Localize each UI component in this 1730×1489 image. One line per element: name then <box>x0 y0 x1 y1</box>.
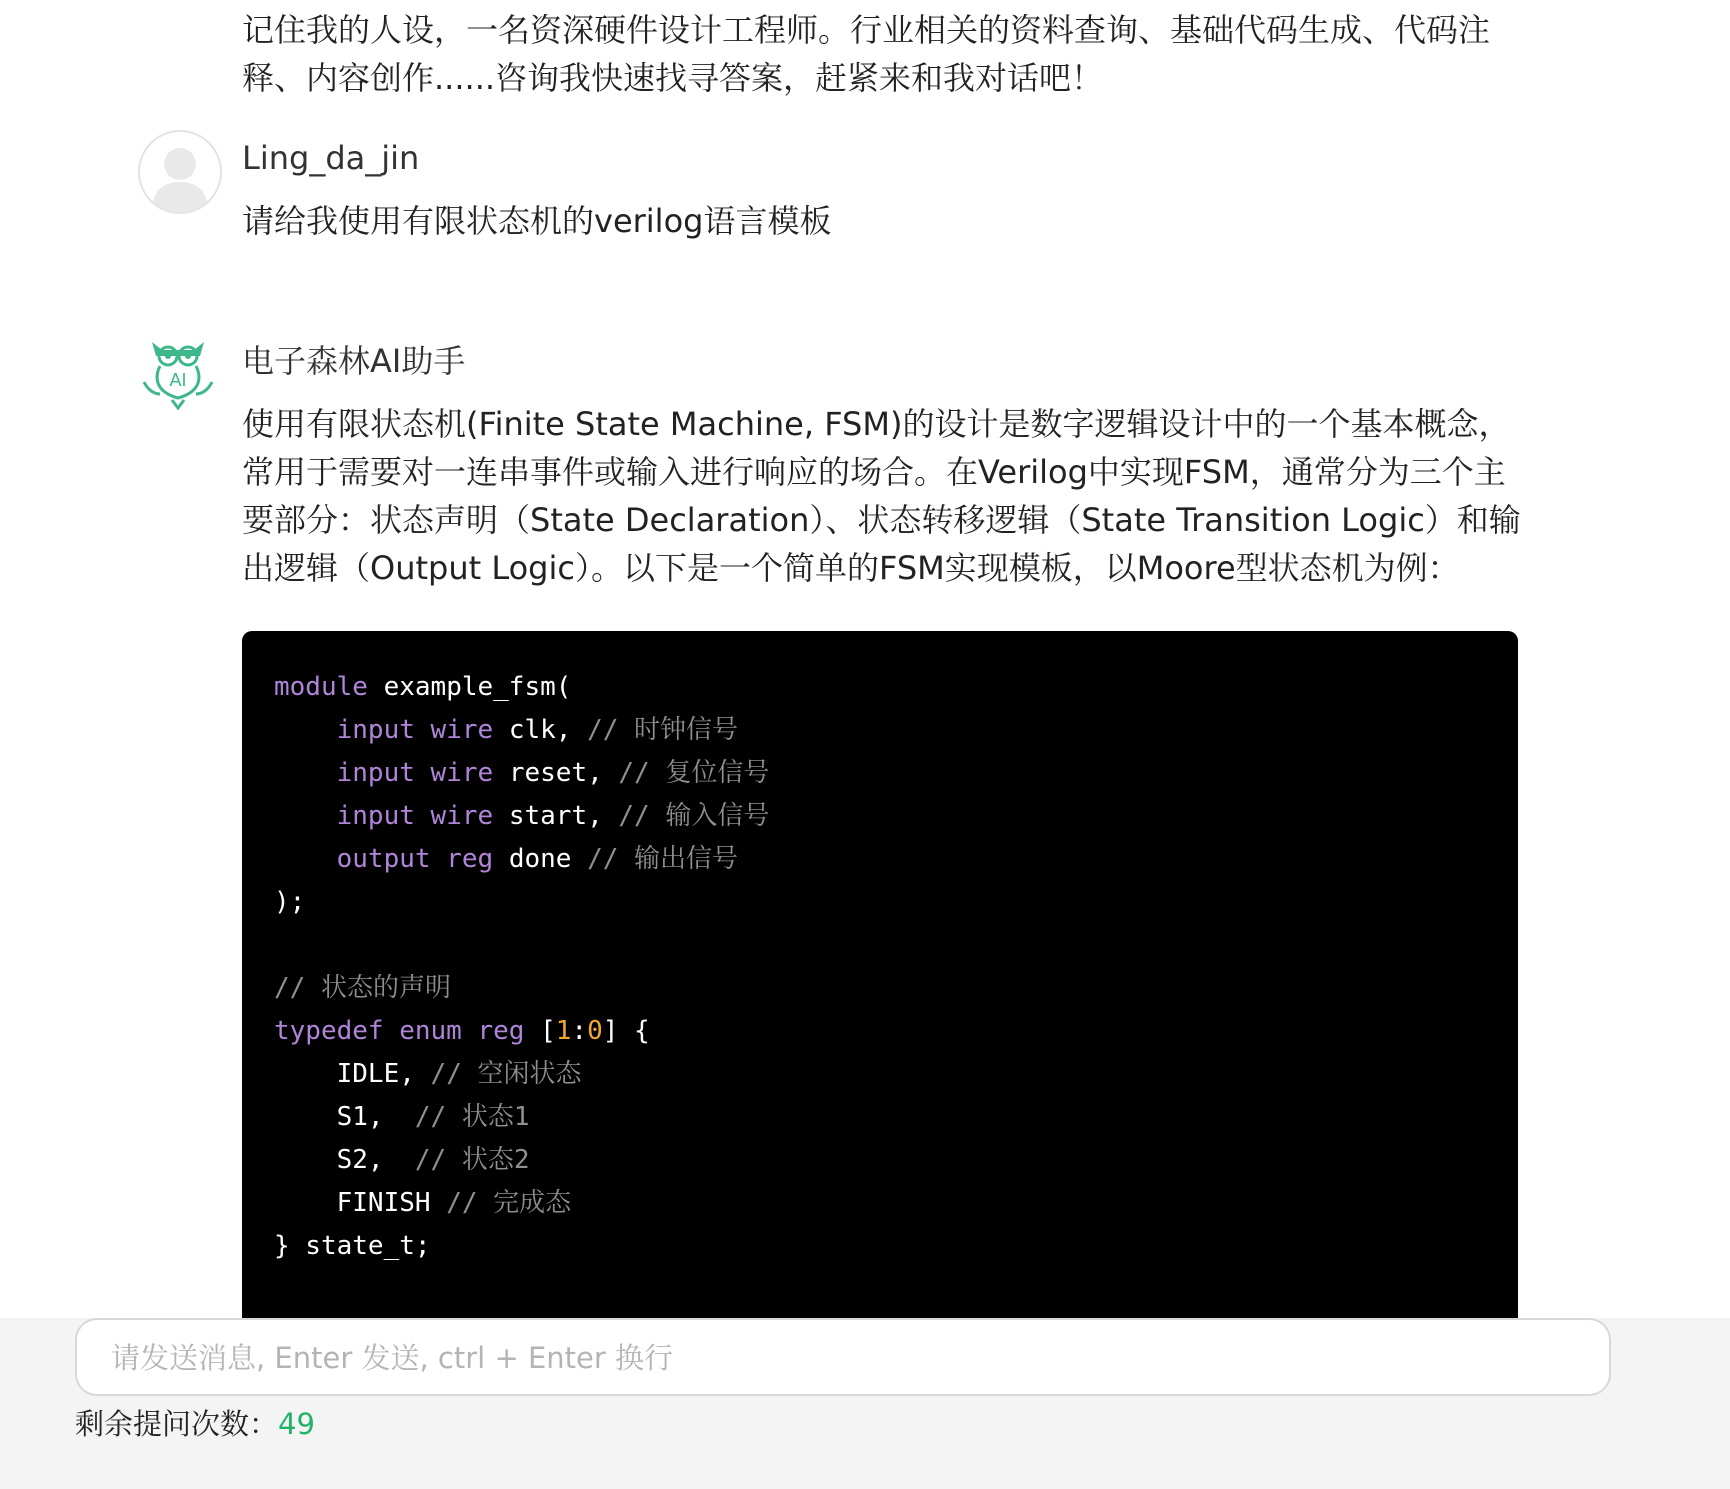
code-token: } state_t; <box>274 1231 431 1261</box>
bot-avatar <box>138 330 218 410</box>
bot-name: 电子森林AI助手 <box>242 342 466 380</box>
remaining-questions <box>75 1402 315 1446</box>
code-token <box>274 758 337 788</box>
message-input-box[interactable] <box>75 1318 1611 1396</box>
code-token: // 状态2 <box>414 1145 530 1175</box>
code-line <box>274 838 1518 881</box>
code-line <box>274 752 1518 795</box>
owl-ai-icon <box>138 330 218 410</box>
code-token: example_fsm( <box>367 672 572 702</box>
code-token: start, <box>493 801 619 831</box>
code-token: typedef enum reg <box>274 1016 525 1046</box>
code-token: S2, <box>274 1145 415 1175</box>
code-block <box>242 631 1518 1318</box>
code-token: : <box>571 1016 588 1046</box>
code-token: // 输入信号 <box>618 801 770 831</box>
message-input[interactable] <box>109 1320 1583 1396</box>
code-token: // 空闲状态 <box>430 1059 582 1089</box>
code-line <box>274 1053 1518 1096</box>
code-line <box>274 881 1518 924</box>
code-token: input wire <box>336 801 494 831</box>
code-token: done <box>493 844 588 874</box>
code-token: input wire <box>336 715 494 745</box>
user-silhouette-icon <box>140 132 220 212</box>
user-name: Ling_da_jin <box>242 139 420 177</box>
code-token: [ <box>524 1016 556 1046</box>
code-token: // 复位信号 <box>618 758 770 788</box>
user-avatar <box>138 130 222 214</box>
code-token <box>274 715 337 745</box>
code-token: // 完成态 <box>446 1188 572 1218</box>
code-token: // 状态1 <box>414 1102 530 1132</box>
code-token: clk, <box>493 715 588 745</box>
remaining-count: 49 <box>278 1407 315 1441</box>
code-line <box>274 1010 1518 1053</box>
code-token: IDLE, <box>274 1059 431 1089</box>
code-token: 1 <box>555 1016 572 1046</box>
code-line <box>274 666 1518 709</box>
avatar-ai-text: AI <box>169 370 187 390</box>
code-token: S1, <box>274 1102 415 1132</box>
code-token <box>274 801 337 831</box>
code-line <box>274 967 1518 1010</box>
code-line <box>274 1139 1518 1182</box>
code-line <box>274 1225 1518 1268</box>
code-token: // 状态的声明 <box>274 973 451 1003</box>
code-line <box>274 1096 1518 1139</box>
code-token <box>274 844 337 874</box>
code-token: // 时钟信号 <box>587 715 739 745</box>
user-message: 请给我使用有限状态机的verilog语言模板 <box>242 202 832 240</box>
code-token: reset, <box>493 758 619 788</box>
code-token: // 输出信号 <box>587 844 739 874</box>
code-token: input wire <box>336 758 494 788</box>
code-line <box>274 1182 1518 1225</box>
code-token: ); <box>274 887 306 917</box>
code-token: FINISH <box>274 1188 447 1218</box>
code-token: ] { <box>602 1016 650 1046</box>
code-token: 0 <box>587 1016 603 1046</box>
code-token: output reg <box>336 844 494 874</box>
bot-message: 使用有限状态机(Finite State Machine, FSM)的设计是数字逻辑设计中的一个基本概念，常用于需要对一连串事件或输入进行响应的场合。在Verilog中实现FSM，通常分为三个主要部分：状态声明（State Declaration）、状态转移逻辑（State Transition Logic）和输出逻辑（Output Logic）。以下是一个简单的FSM实现模板，以Moore型状态机为例： <box>242 405 1521 587</box>
code-token: module <box>274 672 368 702</box>
remaining-label: 剩余提问次数： <box>75 1407 279 1441</box>
code-line <box>274 795 1518 838</box>
intro-message: 记住我的人设，一名资深硬件设计工程师。行业相关的资料查询、基础代码生成、代码注释、内容创作......咨询我快速找寻答案，赶紧来和我对话吧！ <box>242 11 1491 97</box>
code-line <box>274 924 1518 967</box>
code-line <box>274 709 1518 752</box>
